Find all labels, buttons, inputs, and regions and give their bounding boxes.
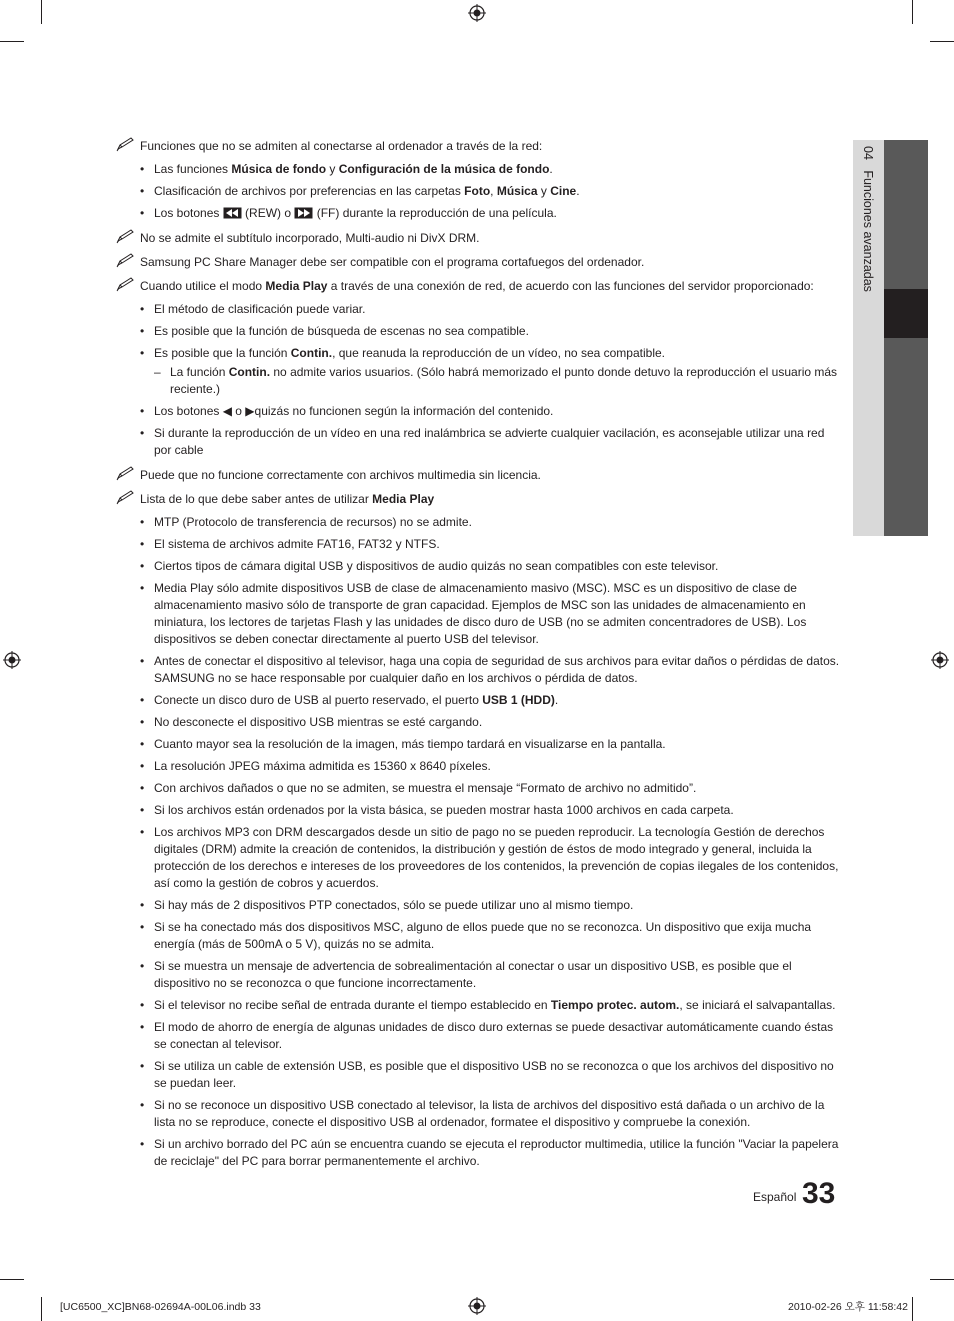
bold-term: Música de fondo (231, 162, 327, 176)
bullet-icon: • (140, 998, 145, 1012)
crop-mark (41, 0, 42, 24)
sub-item (154, 364, 840, 398)
text-run: . (554, 693, 559, 707)
bullet-icon: • (140, 715, 145, 729)
text-run: Cuando utilice el modo (140, 279, 266, 293)
bullet-icon: • (140, 737, 145, 751)
bullet-icon: • (140, 537, 145, 551)
text-run: La función (170, 365, 229, 379)
bullet-icon: • (140, 324, 145, 338)
crop-mark (912, 1297, 913, 1321)
bullet-icon: • (140, 162, 145, 176)
crop-mark (912, 0, 913, 24)
list-item (116, 802, 840, 819)
list-item (116, 919, 840, 953)
bold-term: Media Play (265, 279, 328, 293)
crop-mark (0, 41, 24, 42)
text-run: Si se ha conectado más dos dispositivos MSC, alguno de ellos puede que no se reconozca. Un dispositivo que exija mucha energía (más de 500mA o 5 V), quizás no se admita. (154, 920, 812, 951)
list-item (116, 514, 840, 531)
list-item (116, 558, 840, 575)
bullet-icon: • (140, 781, 145, 795)
bullet-icon: • (140, 920, 145, 934)
list-item (116, 536, 840, 553)
text-run: , (490, 184, 497, 198)
text-run: Si un archivo borrado del PC aún se encuentra cuando se ejecuta el reproductor multimedia, utilice la función "Vaciar la papelera de reciclaje" del PC para borrar permanentemente el archivo. (154, 1137, 839, 1168)
text-run: (FF) durante la reproducción de una película. (313, 206, 557, 220)
chapter-label (858, 146, 878, 346)
dash-marker: – (154, 365, 161, 379)
text-run: y (326, 162, 339, 176)
list-item (116, 897, 840, 914)
note (116, 491, 840, 508)
bold-term: Contin. (228, 365, 271, 379)
text-run: Los botones (154, 206, 223, 220)
list-item (116, 1019, 840, 1053)
text-run: y (537, 184, 551, 198)
text-run: Las funciones (154, 162, 232, 176)
registration-mark-icon (468, 1297, 486, 1315)
text-run: La resolución JPEG máxima admitida es 15360 x 8640 píxeles. (154, 759, 491, 773)
chapter-number: 04 (861, 146, 875, 160)
note-pencil-icon (116, 136, 136, 152)
text-run: Ciertos tipos de cámara digital USB y dispositivos de audio quizás no sean compatibles con este televisor. (154, 559, 719, 573)
text-run: Si el televisor no recibe señal de entrada durante el tiempo establecido en (154, 998, 551, 1012)
chapter-title: Funciones avanzadas (861, 170, 875, 292)
list-item (116, 692, 840, 709)
list-item (116, 345, 840, 398)
bold-term: Cine (550, 184, 577, 198)
bold-term: Tiempo protec. autom. (550, 998, 680, 1012)
chapter-tab-block (884, 140, 928, 289)
bullet-list (116, 161, 840, 222)
rewind-icon (223, 207, 242, 219)
fast-forward-icon (294, 207, 313, 219)
text-run: Clasificación de archivos por preferencias en las carpetas (154, 184, 465, 198)
bullet-icon: • (140, 206, 145, 220)
note (116, 467, 840, 484)
bullet-list (116, 301, 840, 459)
text-run: Lista de lo que debe saber antes de utilizar (140, 492, 373, 506)
note (116, 278, 840, 295)
bullet-icon: • (140, 1098, 145, 1112)
bold-term: Configuración de la música de fondo (338, 162, 550, 176)
bullet-icon: • (140, 1059, 145, 1073)
text-run: MTP (Protocolo de transferencia de recursos) no se admite. (154, 515, 472, 529)
text-run: Es posible que la función (154, 346, 291, 360)
text-run: (REW) o (241, 206, 295, 220)
note-text: No se admite el subtítulo incorporado, Multi-audio ni DivX DRM. (140, 231, 480, 245)
chapter-tab-block (884, 338, 928, 536)
bullet-icon: • (140, 959, 145, 973)
note-text: Puede que no funcione correctamente con archivos multimedia sin licencia. (140, 468, 541, 482)
text-run: , se iniciará el salvapantallas. (679, 998, 836, 1012)
text-run: El modo de ahorro de energía de algunas unidades de disco duro externas se puede desactivar automáticamente cuando éstas se conectan al televisor. (154, 1020, 834, 1051)
list-item (116, 653, 840, 687)
footer-language: Español (753, 1190, 797, 1204)
crop-mark (930, 1279, 954, 1280)
bullet-icon: • (140, 654, 145, 668)
text-run: Si no se reconoce un dispositivo USB conectado al televisor, la lista de archivos del dispositivo está dañada o un archivo de la lista no se reproduce, conecte el dispositivo USB al ordenador, formatee el dispositivo y compruebe la conexión. (154, 1098, 825, 1129)
crop-mark (41, 1297, 42, 1321)
list-item (116, 403, 840, 420)
text-run: no admite varios usuarios. (Sólo habrá memorizado el punto donde detuvo la reproducción el usuario más reciente.) (170, 365, 838, 396)
page-number: 33 (802, 1177, 836, 1210)
note-text: Funciones que no se admiten al conectarse al ordenador a través de la red: (140, 139, 543, 153)
note (116, 230, 840, 247)
note-pencil-icon (116, 465, 136, 481)
text-run: . (549, 162, 553, 176)
text-run: No desconecte el dispositivo USB mientras se esté cargando. (154, 715, 483, 729)
bullet-icon: • (140, 825, 145, 839)
note (116, 138, 840, 155)
bullet-icon: • (140, 898, 145, 912)
text-run: Si se muestra un mensaje de advertencia de sobrealimentación al conectar o usar un dispositivo USB, es posible que el dispositivo no se reconozca o que funcione incorrectamente. (154, 959, 792, 990)
text-run: Conecte un disco duro de USB al puerto reservado, el puerto (154, 693, 483, 707)
text-run: Si hay más de 2 dispositivos PTP conectados, sólo se puede utilizar uno al mismo tiempo. (154, 898, 634, 912)
bullet-icon: • (140, 515, 145, 529)
bold-term: USB 1 (HDD) (482, 693, 555, 707)
list-item (116, 997, 840, 1014)
bullet-icon: • (140, 1020, 145, 1034)
text-run: Si los archivos están ordenados por la vista básica, se pueden mostrar hasta 1000 archivos en cada carpeta. (154, 803, 734, 817)
list-item (116, 758, 840, 775)
list-item (116, 780, 840, 797)
text-run: Los botones ◀ o ▶quizás no funcionen según la información del contenido. (154, 404, 554, 418)
bold-term: Contin. (290, 346, 333, 360)
bullet-icon: • (140, 693, 145, 707)
list-item (116, 1136, 840, 1170)
text-run: , que reanuda la reproducción de un vídeo, no sea compatible. (332, 346, 665, 360)
list-item (116, 736, 840, 753)
list-item (116, 205, 840, 222)
text-run: a través de una conexión de red, de acuerdo con las funciones del servidor proporcionado: (327, 279, 814, 293)
crop-mark (930, 41, 954, 42)
bullet-icon: • (140, 559, 145, 573)
text-run: Con archivos dañados o que no se admiten, se muestra el mensaje “Formato de archivo no admitido”. (154, 781, 697, 795)
list-item (116, 580, 840, 648)
print-slug-left: [UC6500_XC]BN68-02694A-00L06.indb 33 (60, 1301, 261, 1313)
note-pencil-icon (116, 276, 136, 292)
note (116, 254, 840, 271)
chapter-tab-active-marker (884, 289, 928, 338)
bold-term: Música (496, 184, 538, 198)
text-run: Si durante la reproducción de un vídeo en una red inalámbrica se advierte cualquier vacilación, es aconsejable utilizar una red por cable (154, 426, 825, 457)
bullet-icon: • (140, 426, 145, 440)
list-item (116, 958, 840, 992)
crop-mark (0, 1279, 24, 1280)
bold-term: Foto (464, 184, 491, 198)
note-text: Samsung PC Share Manager debe ser compatible con el programa cortafuegos del ordenador. (140, 255, 645, 269)
text-run: El método de clasificación puede variar. (154, 302, 366, 316)
print-slug-right: 2010-02-26 오후 11:58:42 (788, 1301, 908, 1313)
list-item (116, 824, 840, 892)
text-run: Cuanto mayor sea la resolución de la imagen, más tiempo tardará en visualizarse en la pantalla. (154, 737, 666, 751)
bullet-icon: • (140, 1137, 145, 1151)
bullet-icon: • (140, 302, 145, 316)
bullet-icon: • (140, 803, 145, 817)
bullet-icon: • (140, 346, 145, 360)
bullet-icon: • (140, 404, 145, 418)
text-run: El sistema de archivos admite FAT16, FAT32 y NTFS. (154, 537, 440, 551)
main-content (116, 138, 840, 1178)
note-pencil-icon (116, 228, 136, 244)
list-item (116, 714, 840, 731)
list-item (116, 161, 840, 178)
list-item (116, 183, 840, 200)
text-run: Si se utiliza un cable de extensión USB, es posible que el dispositivo USB no se reconozca o que los archivos del dispositivo no se puedan leer. (154, 1059, 834, 1090)
bold-term: Media Play (372, 492, 435, 506)
registration-mark-icon (468, 4, 486, 22)
text-run: Antes de conectar el dispositivo al televisor, haga una copia de seguridad de sus archivos para evitar daños o pérdidas de datos. SAMSUNG no se hace responsable por cualquier daño en los archivos o pérdida de datos. (154, 654, 840, 685)
text-run: Es posible que la función de búsqueda de escenas no sea compatible. (154, 324, 529, 338)
text-run: . (576, 184, 580, 198)
registration-mark-icon (931, 651, 949, 669)
note-pencil-icon (116, 252, 136, 268)
bullet-list (116, 514, 840, 1170)
text-run: Media Play sólo admite dispositivos USB de clase de almacenamiento masivo (MSC). MSC es un dispositivo de clase de almacenamiento masivo sólo de transporte de gran capacidad. Ejemplos de MSC son las unidades de almacenamiento en miniatura, los lectores de tarjetas Flash y las unidades de disco duro de USB (no se admiten concentradores de USB). Los dispositivos se deben conectar directamente al puerto USB del televisor. (154, 581, 807, 646)
text-run: Los archivos MP3 con DRM descargados desde un sitio de pago no se pueden reproducir. La tecnología Gestión de derechos digitales (DRM) admite la creación de contenidos, la distribución y gestión de éstos de modo integrado y general, incluida la protección de los derechos e intereses de los proveedores de los contenidos, la prevención de copias ilegales de los contenidos, así como la gestión de cobros y acuerdos. (154, 825, 839, 890)
list-item (116, 425, 840, 459)
list-item (116, 301, 840, 318)
list-item (116, 1058, 840, 1092)
bullet-icon: • (140, 184, 145, 198)
list-item (116, 1097, 840, 1131)
bullet-icon: • (140, 581, 145, 595)
registration-mark-icon (3, 651, 21, 669)
note-pencil-icon (116, 489, 136, 505)
bullet-icon: • (140, 759, 145, 773)
list-item (116, 323, 840, 340)
